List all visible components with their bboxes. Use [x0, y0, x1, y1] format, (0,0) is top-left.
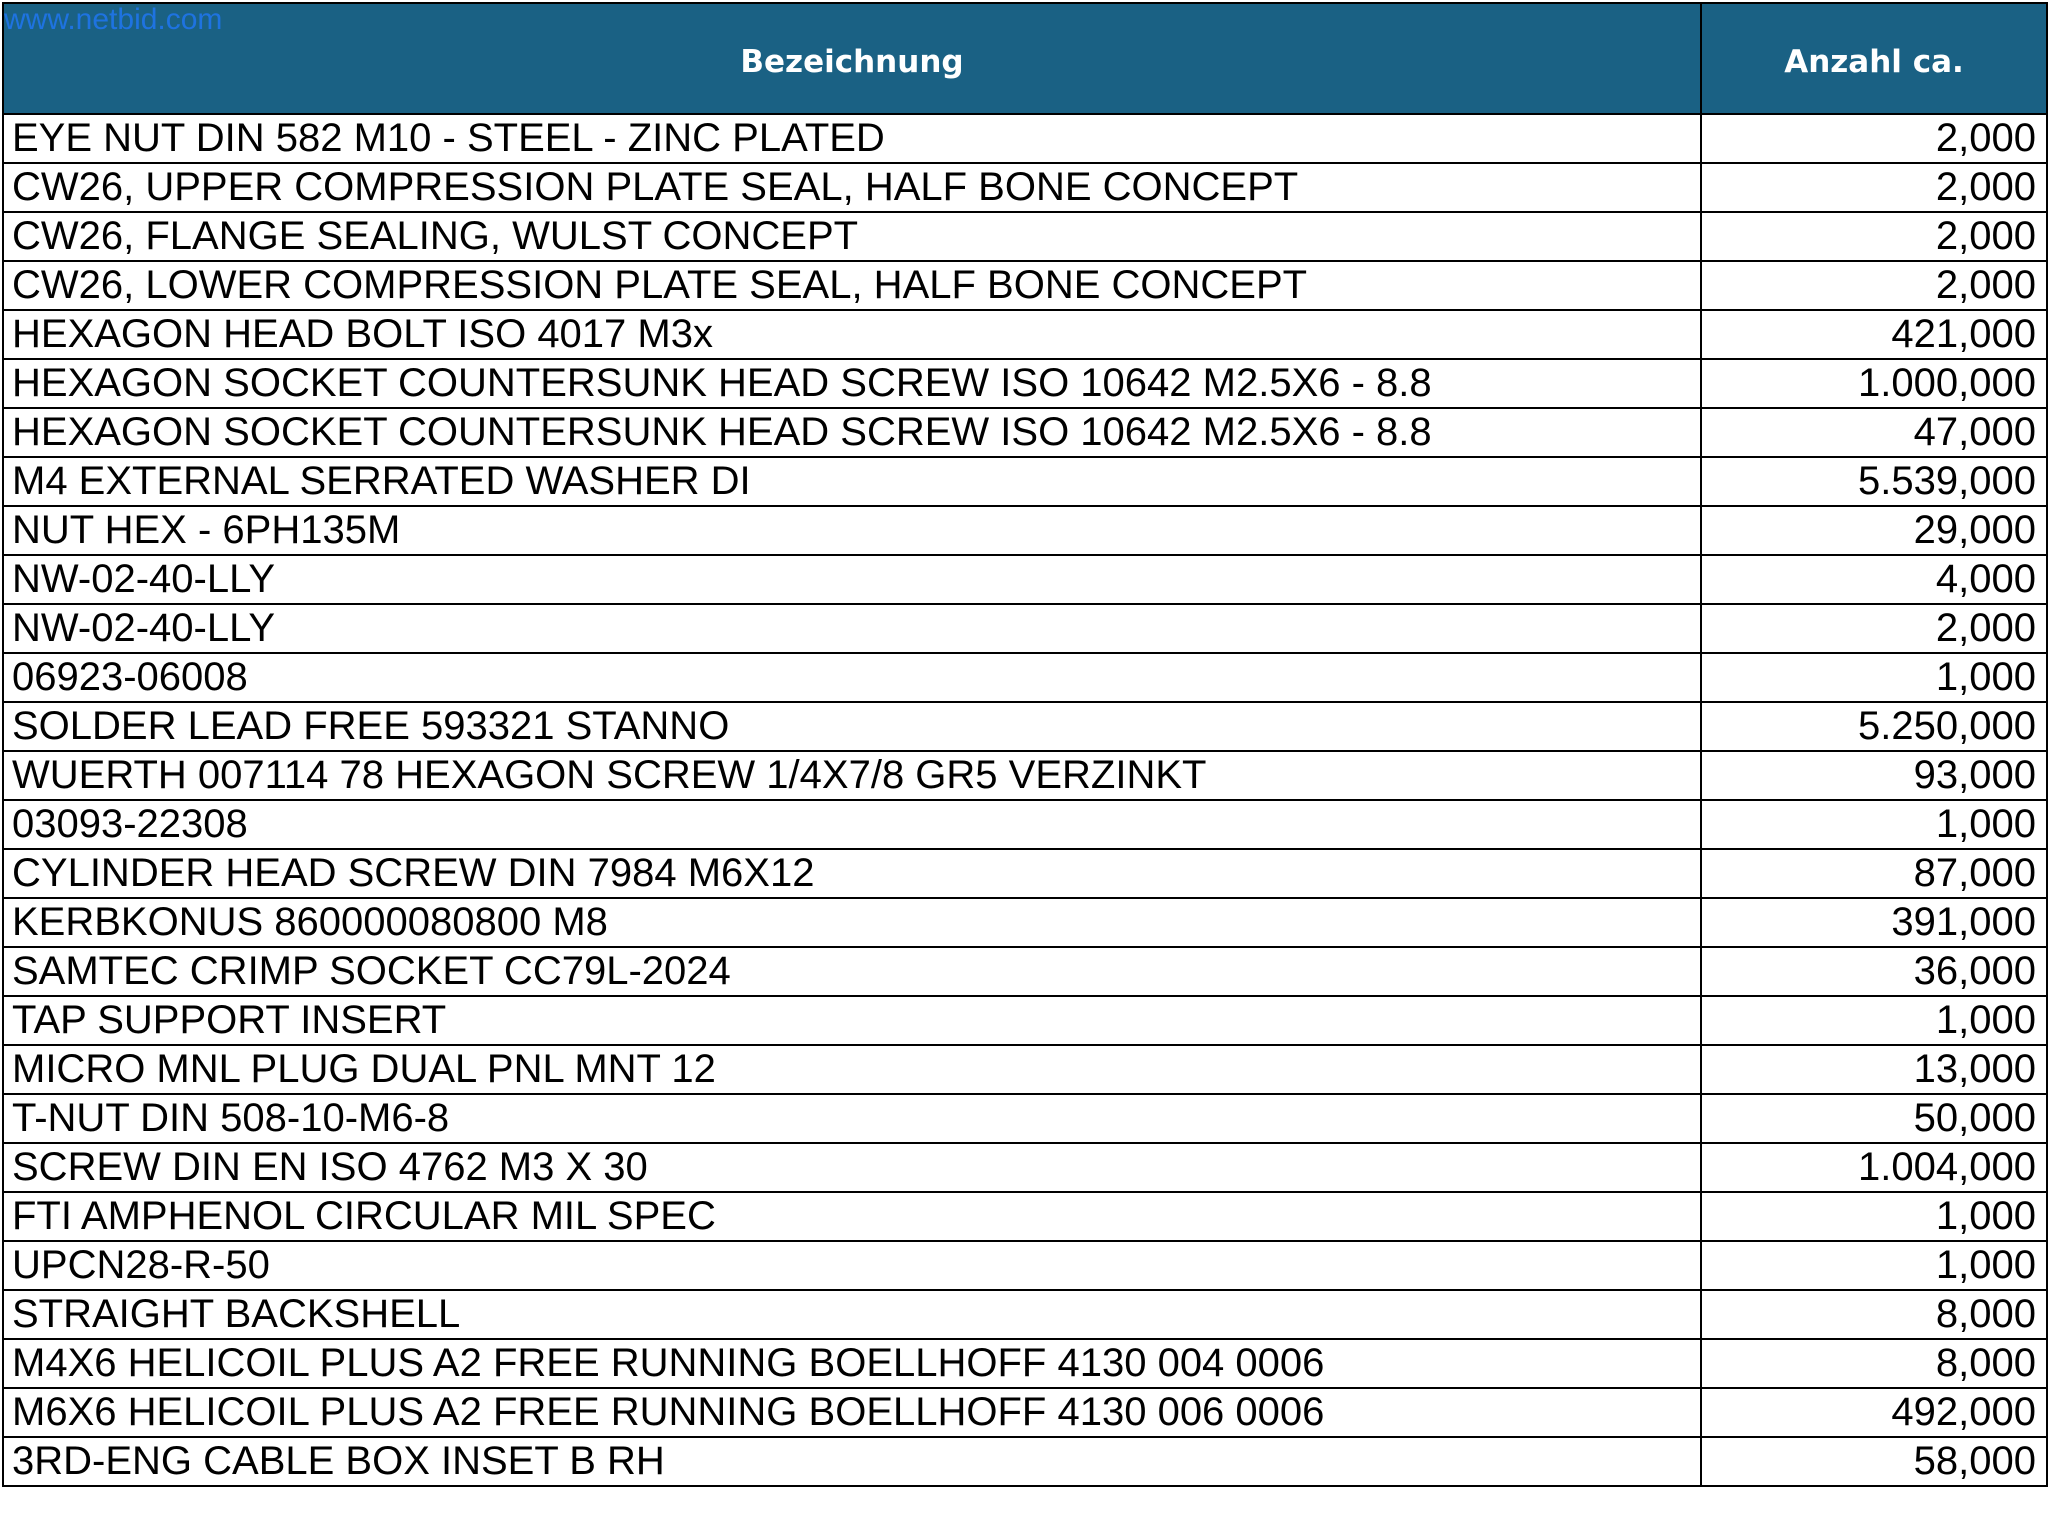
- table-row: [3, 359, 2047, 408]
- cell-anzahl: 1,000: [1701, 996, 2047, 1045]
- table-row: [3, 555, 2047, 604]
- cell-anzahl: 50,000: [1701, 1094, 2047, 1143]
- table-row: [3, 653, 2047, 702]
- cell-bezeichnung: SOLDER LEAD FREE 593321 STANNO: [3, 702, 1701, 751]
- parts-table: [2, 2, 2048, 1487]
- table-row: [3, 751, 2047, 800]
- cell-bezeichnung: T-NUT DIN 508-10-M6-8: [3, 1094, 1701, 1143]
- cell-bezeichnung: CW26, LOWER COMPRESSION PLATE SEAL, HALF BONE CONCEPT: [3, 261, 1701, 310]
- table-row: [3, 702, 2047, 751]
- cell-bezeichnung: FTI AMPHENOL CIRCULAR MIL SPEC: [3, 1192, 1701, 1241]
- cell-bezeichnung: STRAIGHT BACKSHELL: [3, 1290, 1701, 1339]
- table-row: [3, 1094, 2047, 1143]
- cell-bezeichnung: 06923-06008: [3, 653, 1701, 702]
- cell-anzahl: 2,000: [1701, 261, 2047, 310]
- cell-anzahl: 2,000: [1701, 212, 2047, 261]
- column-header-anzahl: Anzahl ca.: [1701, 3, 2047, 114]
- cell-bezeichnung: UPCN28-R-50: [3, 1241, 1701, 1290]
- table-row: [3, 1388, 2047, 1437]
- cell-anzahl: 1,000: [1701, 1192, 2047, 1241]
- column-header-bezeichnung: Bezeichnung: [3, 3, 1701, 114]
- cell-anzahl: 1.004,000: [1701, 1143, 2047, 1192]
- cell-anzahl: 13,000: [1701, 1045, 2047, 1094]
- table-row: [3, 506, 2047, 555]
- cell-bezeichnung: NW-02-40-LLY: [3, 555, 1701, 604]
- cell-bezeichnung: HEXAGON SOCKET COUNTERSUNK HEAD SCREW ISO 10642 M2.5X6 - 8.8: [3, 408, 1701, 457]
- cell-bezeichnung: M4 EXTERNAL SERRATED WASHER DI: [3, 457, 1701, 506]
- cell-anzahl: 2,000: [1701, 163, 2047, 212]
- cell-anzahl: 8,000: [1701, 1339, 2047, 1388]
- cell-anzahl: 2,000: [1701, 114, 2047, 163]
- cell-bezeichnung: WUERTH 007114 78 HEXAGON SCREW 1/4X7/8 GR5 VERZINKT: [3, 751, 1701, 800]
- cell-bezeichnung: EYE NUT DIN 582 M10 - STEEL - ZINC PLATED: [3, 114, 1701, 163]
- cell-bezeichnung: 03093-22308: [3, 800, 1701, 849]
- cell-anzahl: 36,000: [1701, 947, 2047, 996]
- cell-anzahl: 5.250,000: [1701, 702, 2047, 751]
- table-body: [3, 114, 2047, 1486]
- cell-anzahl: 87,000: [1701, 849, 2047, 898]
- cell-bezeichnung: 3RD-ENG CABLE BOX INSET B RH: [3, 1437, 1701, 1486]
- cell-bezeichnung: CW26, FLANGE SEALING, WULST CONCEPT: [3, 212, 1701, 261]
- table-row: [3, 261, 2047, 310]
- cell-bezeichnung: MICRO MNL PLUG DUAL PNL MNT 12: [3, 1045, 1701, 1094]
- table-row: [3, 800, 2047, 849]
- cell-anzahl: 93,000: [1701, 751, 2047, 800]
- header-row: [3, 3, 2047, 114]
- table-row: [3, 1143, 2047, 1192]
- cell-anzahl: 8,000: [1701, 1290, 2047, 1339]
- cell-anzahl: 1,000: [1701, 653, 2047, 702]
- cell-anzahl: 391,000: [1701, 898, 2047, 947]
- cell-bezeichnung: HEXAGON SOCKET COUNTERSUNK HEAD SCREW ISO 10642 M2.5X6 - 8.8: [3, 359, 1701, 408]
- cell-anzahl: 421,000: [1701, 310, 2047, 359]
- table-row: [3, 1241, 2047, 1290]
- cell-bezeichnung: TAP SUPPORT INSERT: [3, 996, 1701, 1045]
- cell-bezeichnung: M6X6 HELICOIL PLUS A2 FREE RUNNING BOELLHOFF 4130 006 0006: [3, 1388, 1701, 1437]
- table-row: [3, 604, 2047, 653]
- cell-bezeichnung: M4X6 HELICOIL PLUS A2 FREE RUNNING BOELLHOFF 4130 004 0006: [3, 1339, 1701, 1388]
- cell-bezeichnung: HEXAGON HEAD BOLT ISO 4017 M3x: [3, 310, 1701, 359]
- table-row: [3, 163, 2047, 212]
- table-row: [3, 1339, 2047, 1388]
- watermark-link[interactable]: www.netbid.com: [4, 3, 223, 36]
- table-row: [3, 849, 2047, 898]
- table-header: [3, 3, 2047, 114]
- table-row: [3, 996, 2047, 1045]
- cell-bezeichnung: NW-02-40-LLY: [3, 604, 1701, 653]
- cell-anzahl: 1,000: [1701, 1241, 2047, 1290]
- table-row: [3, 1437, 2047, 1486]
- cell-bezeichnung: NUT HEX - 6PH135M: [3, 506, 1701, 555]
- table-row: [3, 114, 2047, 163]
- table-row: [3, 212, 2047, 261]
- table-row: [3, 408, 2047, 457]
- table-row: [3, 947, 2047, 996]
- cell-anzahl: 492,000: [1701, 1388, 2047, 1437]
- table-row: [3, 898, 2047, 947]
- cell-bezeichnung: CW26, UPPER COMPRESSION PLATE SEAL, HALF BONE CONCEPT: [3, 163, 1701, 212]
- table-row: [3, 310, 2047, 359]
- cell-anzahl: 1,000: [1701, 800, 2047, 849]
- cell-anzahl: 29,000: [1701, 506, 2047, 555]
- cell-bezeichnung: CYLINDER HEAD SCREW DIN 7984 M6X12: [3, 849, 1701, 898]
- table-row: [3, 1290, 2047, 1339]
- cell-anzahl: 58,000: [1701, 1437, 2047, 1486]
- cell-anzahl: 1.000,000: [1701, 359, 2047, 408]
- cell-anzahl: 4,000: [1701, 555, 2047, 604]
- cell-bezeichnung: KERBKONUS 860000080800 M8: [3, 898, 1701, 947]
- table-row: [3, 457, 2047, 506]
- cell-anzahl: 5.539,000: [1701, 457, 2047, 506]
- cell-bezeichnung: SAMTEC CRIMP SOCKET CC79L-2024: [3, 947, 1701, 996]
- table-row: [3, 1192, 2047, 1241]
- cell-anzahl: 47,000: [1701, 408, 2047, 457]
- cell-anzahl: 2,000: [1701, 604, 2047, 653]
- cell-bezeichnung: SCREW DIN EN ISO 4762 M3 X 30: [3, 1143, 1701, 1192]
- table-row: [3, 1045, 2047, 1094]
